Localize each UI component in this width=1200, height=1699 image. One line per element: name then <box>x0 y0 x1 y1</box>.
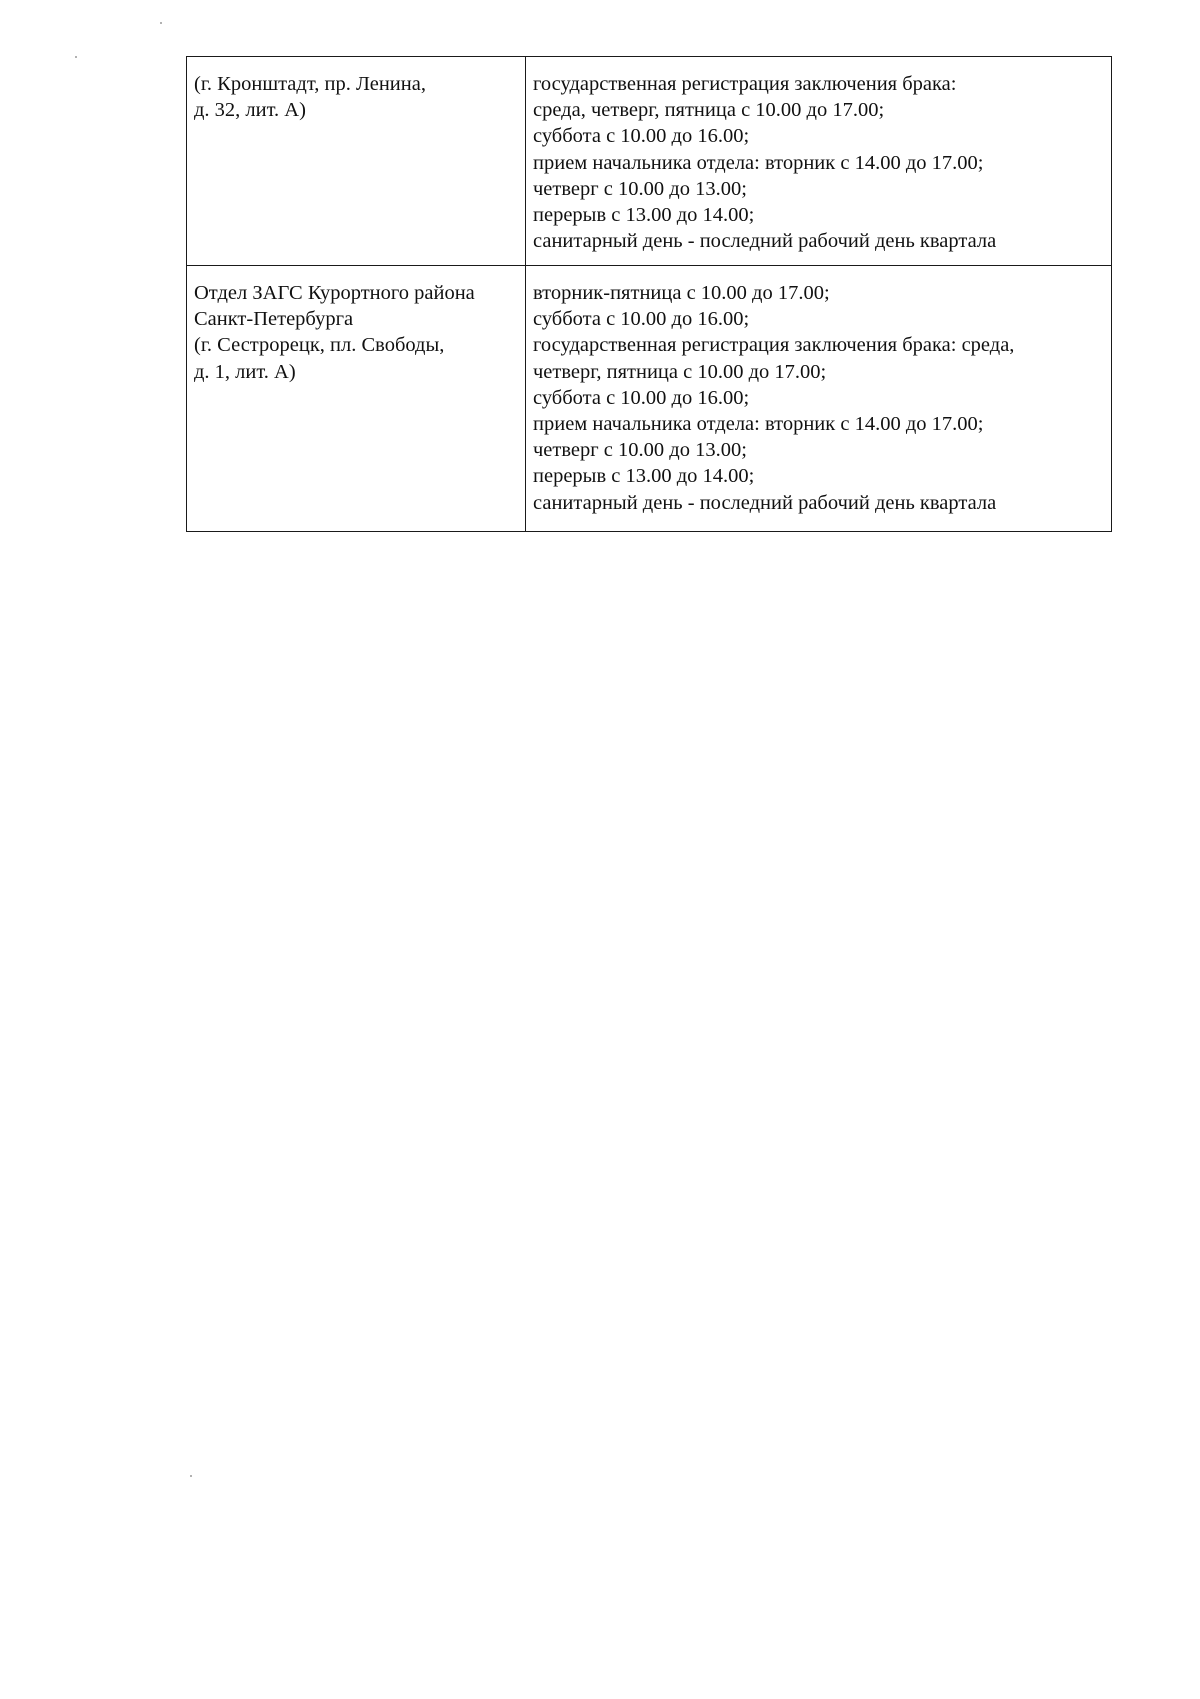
working-hours-cell <box>526 266 1112 532</box>
hours-line: вторник-пятница с 10.00 до 17.00; <box>533 282 830 304</box>
zags-schedule-table <box>186 56 1112 532</box>
office-address-cell <box>187 266 526 532</box>
hours-line: государственная регистрация заключения брака: <box>533 73 957 95</box>
table-row <box>187 57 1112 266</box>
office-line: (г. Кронштадт, пр. Ленина, <box>194 73 426 95</box>
hours-line: четверг, пятница с 10.00 до 17.00; <box>533 360 827 383</box>
scan-speck <box>75 56 77 58</box>
office-address-cell <box>187 57 526 266</box>
office-line: Отдел ЗАГС Курортного района <box>194 282 475 304</box>
hours-line: прием начальника отдела: вторник с 14.00 до 17.00; <box>533 413 984 436</box>
hours-line: прием начальника отдела: вторник с 14.00 до 17.00; <box>533 151 984 174</box>
hours-line: четверг с 10.00 до 13.00; <box>533 439 747 462</box>
working-hours-cell <box>526 57 1112 266</box>
hours-line: санитарный день - последний рабочий день квартала <box>533 491 997 514</box>
office-line: (г. Сестрорецк, пл. Свободы, <box>194 334 445 357</box>
hours-line: суббота с 10.00 до 16.00; <box>533 308 750 331</box>
scan-speck <box>160 22 162 24</box>
hours-line: среда, четверг, пятница с 10.00 до 17.00; <box>533 99 885 122</box>
office-line: д. 1, лит. А) <box>194 360 296 383</box>
office-line: д. 32, лит. А) <box>194 99 306 122</box>
scan-speck <box>190 1475 192 1477</box>
hours-line: суббота с 10.00 до 16.00; <box>533 125 750 148</box>
office-line: Санкт-Петербурга <box>194 308 354 331</box>
hours-line: четверг с 10.00 до 13.00; <box>533 177 747 200</box>
hours-line: санитарный день - последний рабочий день квартала <box>533 230 997 253</box>
hours-line: государственная регистрация заключения брака: среда, <box>533 334 1015 357</box>
hours-line: суббота с 10.00 до 16.00; <box>533 386 750 409</box>
table-row <box>187 266 1112 532</box>
hours-line: перерыв с 13.00 до 14.00; <box>533 204 755 227</box>
hours-line: перерыв с 13.00 до 14.00; <box>533 465 755 488</box>
